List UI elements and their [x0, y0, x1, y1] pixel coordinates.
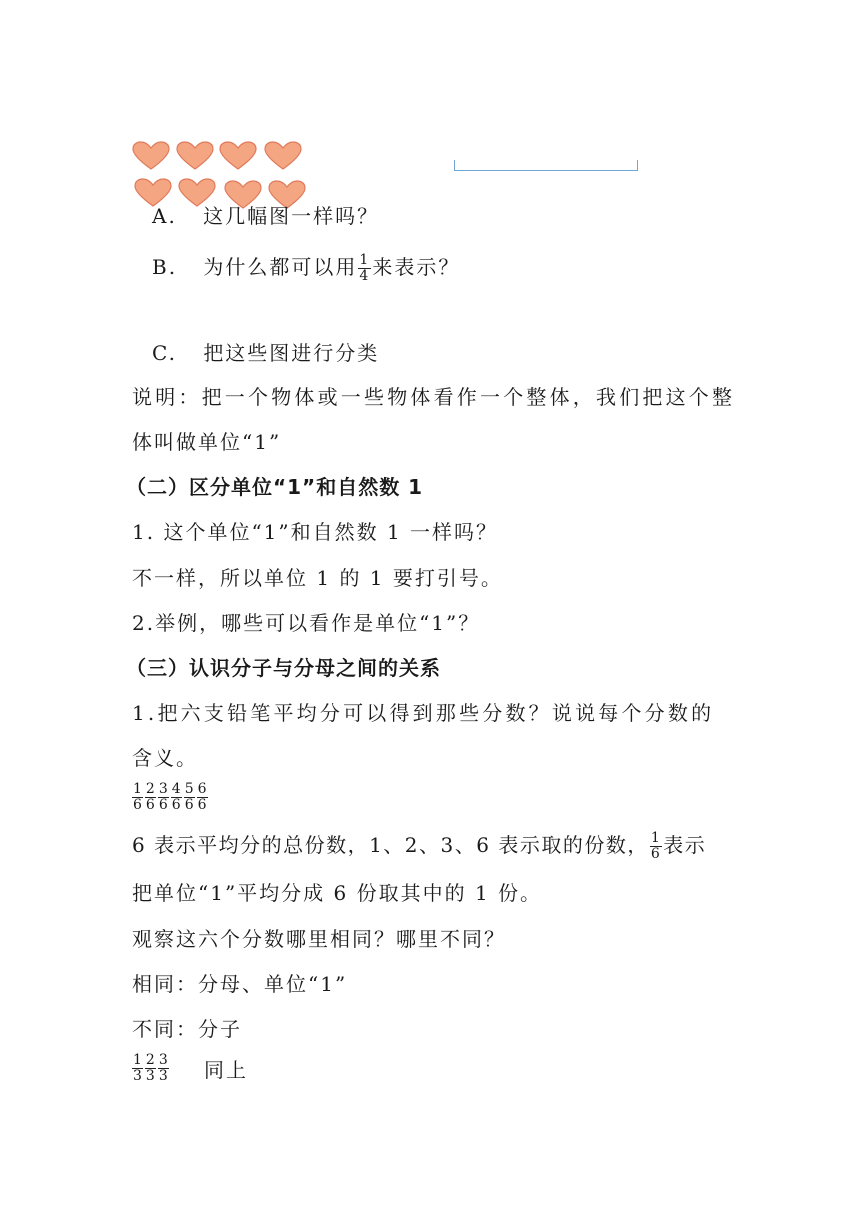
question-a [152, 202, 379, 230]
observe-question: 观察这六个分数哪里相同？哪里不同？ [132, 927, 506, 951]
different-answer: 不同：分子 [132, 1017, 242, 1041]
question-b-label: B. [152, 255, 178, 279]
question-c [152, 339, 379, 367]
fraction-item: $\frac{3}{6}$ [158, 781, 168, 813]
section-2-heading: （二）区分单位“1”和自然数 1 [126, 475, 424, 499]
heart-icon [264, 141, 302, 171]
section-2-answer-1: 不一样，所以单位 1 的 1 要打引号。 [132, 566, 503, 590]
explanation-line-1: 6 表示平均分的总份数，1、2、3、6 表示取的份数， $\frac{1}{6}$ 表示 [132, 830, 707, 862]
fraction-item: $\frac{4}{6}$ [171, 781, 181, 813]
same-as-above-label: 同上 [204, 1058, 248, 1082]
heart-icon [219, 141, 257, 171]
fraction-item: $\frac{3}{3}$ [158, 1052, 168, 1084]
note-line-1: 说明：把一个物体或一些物体看作一个整体，我们把这个整 [132, 385, 736, 409]
bracket-line [454, 160, 638, 171]
fraction-item: $\frac{1}{3}$ [133, 1052, 142, 1084]
question-a-text: 这几幅图一样吗？ [203, 204, 380, 228]
question-c-text: 把这些图进行分类 [203, 341, 380, 365]
fraction-one-sixth: $\frac{1}{6}$ [650, 830, 662, 862]
thirds-fraction-row [131, 1053, 170, 1084]
note-line-2: 体叫做单位“1” [132, 430, 282, 454]
sixths-fraction-row [131, 782, 209, 813]
fraction-item: $\frac{2}{3}$ [145, 1052, 155, 1084]
question-b-pre: 为什么都可以用 [203, 255, 358, 279]
fraction-item: $\frac{2}{6}$ [145, 781, 155, 813]
same-answer: 相同：分母、单位“1” [132, 972, 348, 996]
section-3-question-1-line-2: 含义。 [132, 746, 198, 770]
section-3-heading: （三）认识分子与分母之间的关系 [126, 656, 441, 680]
question-c-label: C. [152, 341, 177, 365]
heart-icon [132, 141, 170, 171]
fraction-item: $\frac{6}{6}$ [197, 781, 207, 813]
fraction-item: $\frac{1}{6}$ [133, 781, 142, 813]
question-b-post: 来表示？ [372, 255, 461, 279]
question-a-label: A. [152, 204, 177, 228]
heart-icon [176, 141, 214, 171]
fraction-one-quarter: $\frac{1}{4}$ [359, 252, 371, 284]
section-3-question-1-line-1: 1.把六支铅笔平均分可以得到那些分数？说说每个分数的 [132, 701, 715, 725]
section-2-question-1: 1. 这个单位“1”和自然数 1 一样吗？ [132, 520, 499, 544]
fraction-item: $\frac{5}{6}$ [184, 781, 194, 813]
question-b [152, 253, 460, 284]
explanation-line-2: 把单位“1”平均分成 6 份取其中的 1 份。 [132, 881, 543, 905]
section-2-question-2: 2.举例，哪些可以看作是单位“1”？ [132, 611, 481, 635]
